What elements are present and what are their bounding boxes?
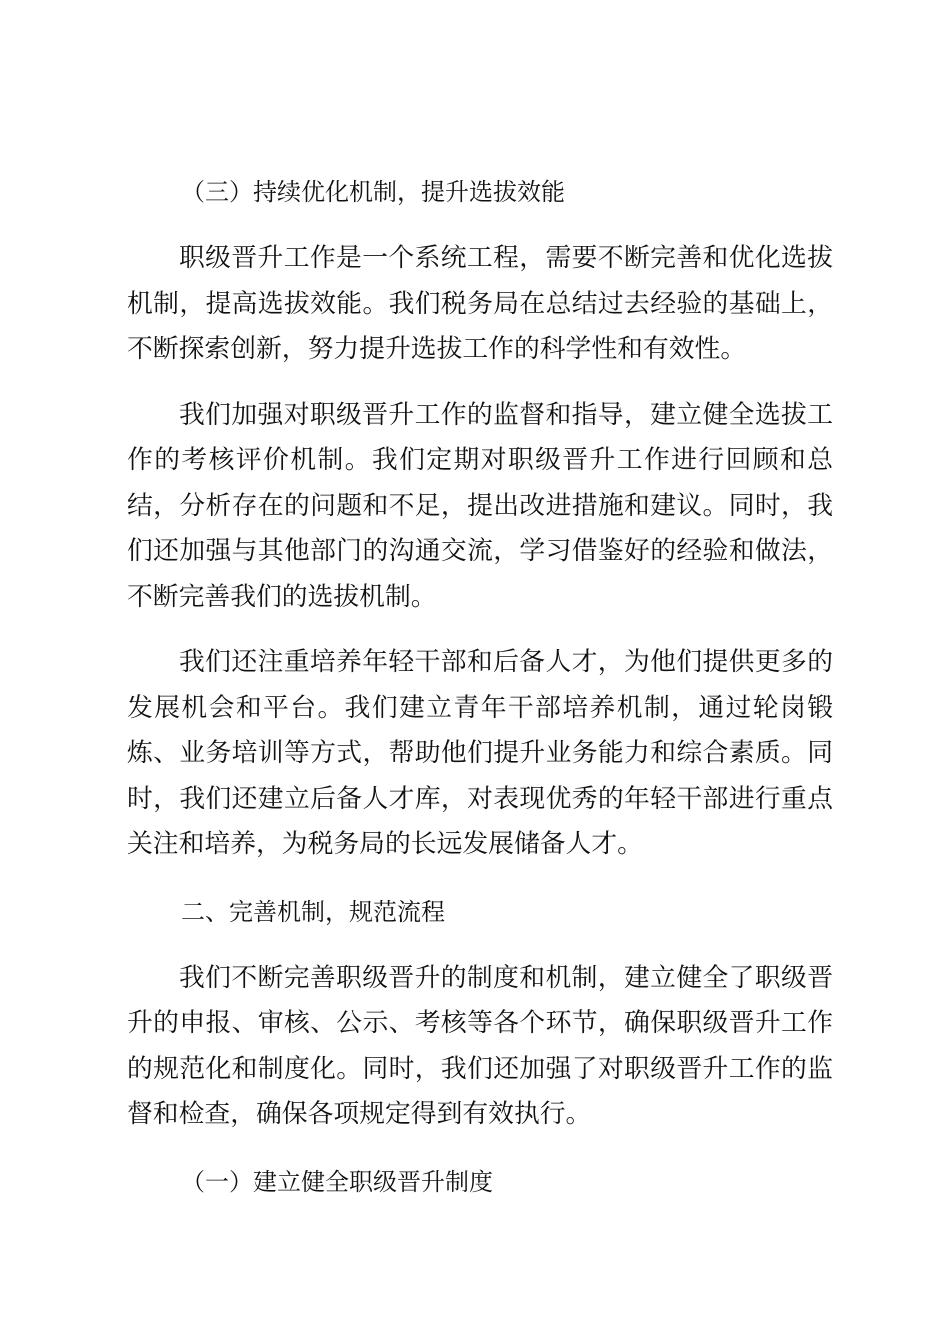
paragraph-2: 我们加强对职级晋升工作的监督和指导，建立健全选拔工作的考核评价机制。我们定期对职级晋升工作进行回顾和总结，分析存在的问题和不足，提出改进措施和建议。同时，我们还加强与其他部门的沟通交流，学习借鉴好的经验和做法，不断完善我们的选拔机制。 — [127, 399, 833, 612]
paragraph-4: 我们不断完善职级晋升的制度和机制，建立健全了职级晋升的申报、审核、公示、考核等各个环节，确保职级晋升工作的规范化和制度化。同时，我们还加强了对职级晋升工作的监督和检查，确保各项规定得到有效执行。 — [127, 962, 833, 1129]
document-body — [127, 170, 833, 1204]
section-heading-3: （三）持续优化机制，提升选拔效能 — [181, 178, 565, 206]
subsection-heading-1: （一）建立健全职级晋升制度 — [181, 1167, 493, 1196]
paragraph-1: 职级晋升工作是一个系统工程，需要不断完善和优化选拔机制，提高选拔效能。我们税务局在总结过去经验的基础上，不断探索创新，努力提升选拔工作的科学性和有效性。 — [127, 243, 833, 364]
paragraph-3: 我们还注重培养年轻干部和后备人才，为他们提供更多的发展机会和平台。我们建立青年干部培养机制，通过轮岗锻炼、业务培训等方式，帮助他们提升业务能力和综合素质。同时，我们还建立后备人才库，对表现优秀的年轻干部进行重点关注和培养，为税务局的长远发展储备人才。 — [127, 647, 833, 859]
section-heading-2: 二、完善机制，规范流程 — [181, 897, 445, 926]
